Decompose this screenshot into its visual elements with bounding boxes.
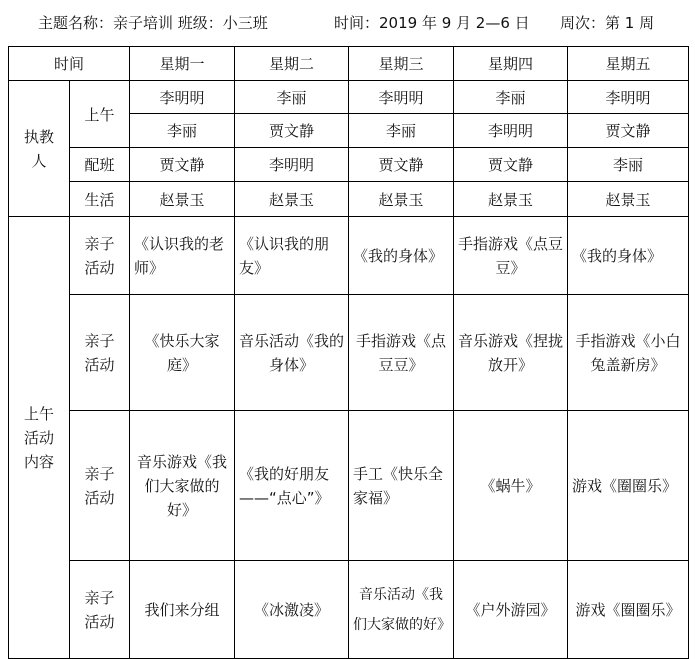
activity-cell	[130, 411, 235, 561]
activity-cell	[235, 217, 349, 295]
assist-teacher-cell: 李丽	[568, 148, 689, 182]
staff-morning-row-1	[9, 81, 689, 114]
weekly-schedule-table	[8, 46, 689, 659]
day-header-thu: 星期四	[454, 47, 568, 81]
teacher-cell: 李丽	[349, 114, 454, 148]
life-teacher-cell: 赵景玉	[568, 182, 689, 217]
day-header-tue: 星期二	[235, 47, 349, 81]
day-header-row	[9, 47, 689, 81]
teacher-cell: 李丽	[454, 81, 568, 114]
life-teacher-cell: 赵景玉	[454, 182, 568, 217]
staff-label: 执教人	[23, 127, 54, 170]
life-teacher-cell: 赵景玉	[235, 182, 349, 217]
activity-cell	[349, 411, 454, 561]
activity-type-cell	[70, 295, 130, 411]
activity-type-cell	[70, 217, 130, 295]
activity-text: 《蜗牛》	[480, 476, 541, 495]
assist-teacher-cell: 贾文静	[454, 148, 568, 182]
activity-text: 游戏《圈圈乐》	[572, 476, 678, 495]
activities-label-cell	[9, 217, 70, 659]
teacher-cell: 贾文静	[568, 114, 689, 148]
activity-text: 手指游戏《点豆豆》	[458, 234, 564, 277]
date-range-label: 时间：2019 年 9 月 2—6 日	[334, 14, 530, 32]
activity-type-label: 亲子活动	[84, 464, 115, 507]
activity-cell	[454, 561, 568, 659]
activity-cell	[568, 561, 689, 659]
teacher-cell: 李明明	[349, 81, 454, 114]
activity-text: 《认识我的老师》	[134, 234, 225, 277]
activity-cell	[349, 217, 454, 295]
life-label-cell: 生活	[70, 182, 130, 217]
assist-teacher-cell: 李明明	[235, 148, 349, 182]
activity-text: 手指游戏《点豆豆》	[356, 331, 447, 374]
activity-type-label: 亲子活动	[84, 234, 115, 277]
activity-cell	[568, 295, 689, 411]
activity-type-cell	[70, 561, 130, 659]
activity-row-2	[9, 295, 689, 411]
activity-text: 我们来分组	[144, 600, 220, 619]
activity-text: 游戏《圈圈乐》	[575, 600, 681, 619]
activity-text: 《冰激凌》	[254, 600, 330, 619]
activity-row-3	[9, 411, 689, 561]
activity-row-1	[9, 217, 689, 295]
life-teacher-cell: 赵景玉	[130, 182, 235, 217]
assist-row	[9, 148, 689, 182]
activity-text: 音乐游戏《捏拢放开》	[458, 331, 564, 374]
teacher-cell: 李明明	[130, 81, 235, 114]
activity-text: 《认识我的朋友》	[239, 234, 330, 277]
activity-text: 手工《快乐全家福》	[353, 464, 444, 507]
time-header-cell: 时间	[9, 47, 130, 81]
activity-text: 音乐活动《我们大家做的好》	[353, 586, 452, 633]
activity-type-cell	[70, 411, 130, 561]
teacher-cell: 李明明	[568, 81, 689, 114]
day-header-wed: 星期三	[349, 47, 454, 81]
schedule-header	[0, 0, 695, 46]
activity-cell	[235, 561, 349, 659]
activity-text: 《户外游园》	[465, 600, 556, 619]
activity-cell	[568, 217, 689, 295]
activity-cell	[454, 217, 568, 295]
activity-cell	[130, 217, 235, 295]
activity-cell	[130, 561, 235, 659]
morning-label-cell: 上午	[70, 81, 130, 148]
teacher-cell: 贾文静	[235, 114, 349, 148]
teacher-cell: 李丽	[130, 114, 235, 148]
teacher-cell: 李明明	[454, 114, 568, 148]
activity-text: 音乐活动《我的身体》	[239, 331, 345, 374]
activity-type-label: 亲子活动	[84, 588, 115, 631]
activity-cell	[454, 411, 568, 561]
staff-label-cell	[9, 81, 70, 217]
activities-label: 上午活动内容	[23, 404, 54, 471]
day-header-fri: 星期五	[568, 47, 689, 81]
activity-cell	[349, 561, 454, 659]
activity-row-4	[9, 561, 689, 659]
life-teacher-cell: 赵景玉	[349, 182, 454, 217]
activity-type-label: 亲子活动	[84, 331, 115, 374]
activity-text: 《我的好朋友——“点心”》	[239, 464, 330, 507]
activity-text: 手指游戏《小白兔盖新房》	[575, 331, 681, 374]
life-row	[9, 182, 689, 217]
activity-text: 《我的身体》	[353, 246, 444, 265]
activity-text: 《我的身体》	[572, 246, 663, 265]
activity-cell	[568, 411, 689, 561]
activity-text: 音乐游戏《我们大家做的好》	[137, 452, 228, 519]
activity-text: 《快乐大家庭》	[144, 331, 220, 374]
activity-cell	[235, 411, 349, 561]
assist-label-cell: 配班	[70, 148, 130, 182]
activity-cell	[454, 295, 568, 411]
activity-cell	[349, 295, 454, 411]
teacher-cell: 李丽	[235, 81, 349, 114]
activity-cell	[235, 295, 349, 411]
day-header-mon: 星期一	[130, 47, 235, 81]
assist-teacher-cell: 贾文静	[130, 148, 235, 182]
activity-cell	[130, 295, 235, 411]
theme-class-label: 主题名称：亲子培训 班级：小三班	[38, 14, 268, 32]
assist-teacher-cell: 贾文静	[349, 148, 454, 182]
week-label: 周次：第 1 周	[560, 14, 655, 32]
